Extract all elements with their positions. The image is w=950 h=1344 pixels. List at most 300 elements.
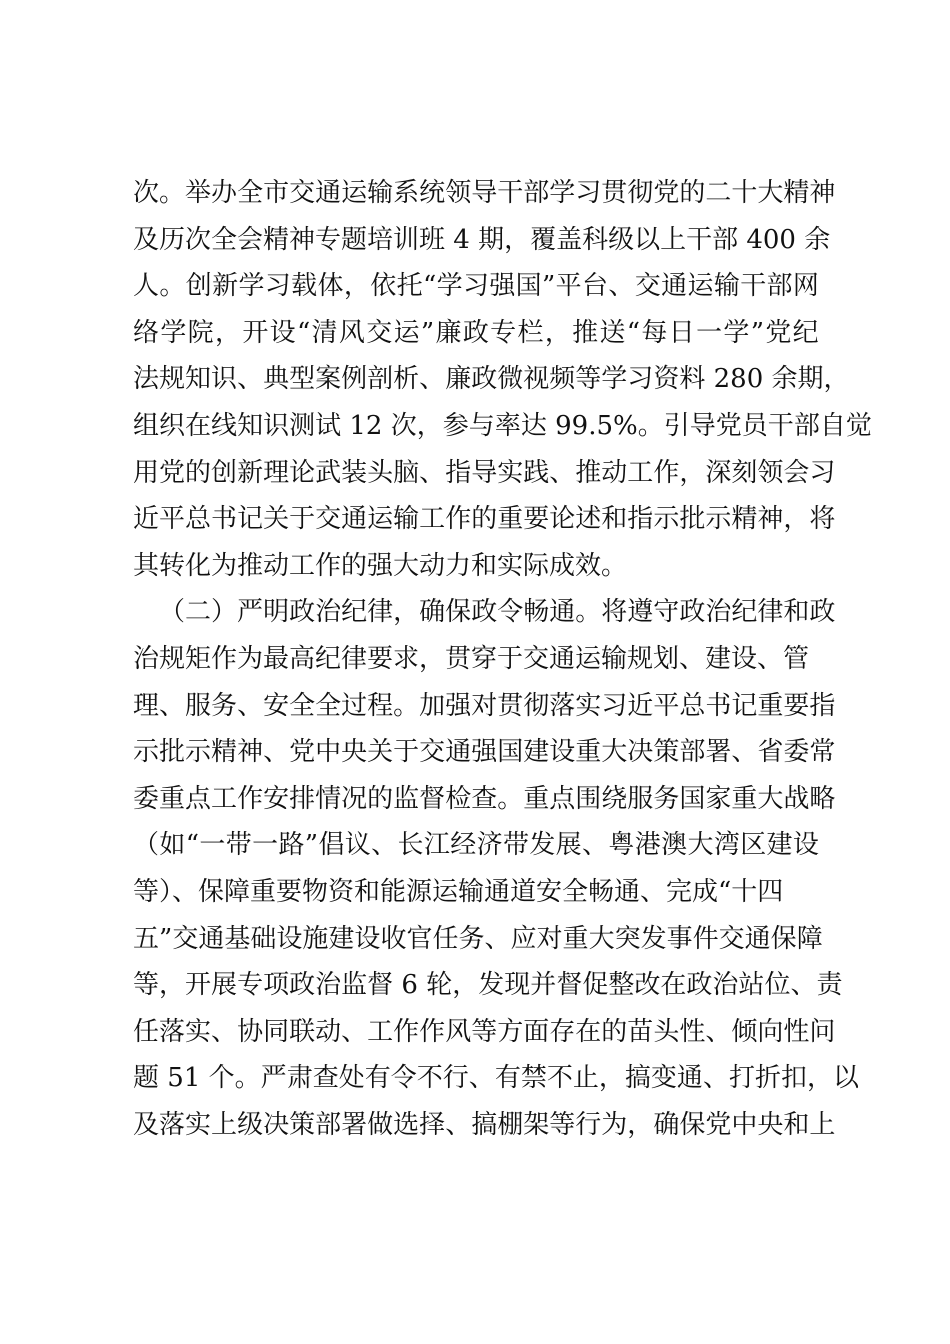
text-glyph: 设 — [276, 923, 303, 954]
text-glyph: 的 — [601, 1016, 628, 1047]
text-glyph: 推 — [575, 457, 602, 488]
text-glyph: 基 — [224, 923, 251, 954]
text-glyph: 实 — [497, 457, 524, 488]
text-glyph: 99.5% — [546, 410, 638, 441]
text-glyph: 等 — [471, 1016, 498, 1047]
text-glyph: 。 — [637, 410, 664, 441]
text-glyph: 央 — [757, 1109, 784, 1140]
text-glyph: 项 — [263, 970, 290, 1001]
text-glyph: 突 — [614, 923, 641, 954]
text-glyph: 做 — [367, 1109, 394, 1140]
text-glyph: 督 — [367, 970, 394, 1001]
text-glyph: ” — [542, 271, 556, 302]
text-glyph: 应 — [510, 923, 537, 954]
text-glyph: 服 — [185, 690, 212, 721]
text-glyph: 、 — [263, 737, 290, 768]
text-glyph: 令 — [390, 1063, 417, 1094]
text-glyph: 知 — [185, 364, 212, 395]
text-glyph: 纪 — [731, 597, 758, 628]
text-glyph: 现 — [504, 970, 531, 1001]
text-glyph: 动 — [315, 1016, 342, 1047]
text-glyph: 、 — [608, 271, 635, 302]
text-glyph: 交 — [172, 923, 199, 954]
text-glyph: 学 — [723, 317, 750, 348]
text-glyph: 神 — [757, 504, 784, 535]
text-glyph: 点 — [549, 783, 576, 814]
text-glyph: 市 — [263, 178, 290, 208]
text-glyph: 实 — [185, 1109, 212, 1140]
text-glyph: 律 — [367, 597, 394, 628]
text-glyph: 济 — [476, 830, 503, 861]
text-glyph: 工 — [419, 504, 446, 535]
text-glyph: 近 — [133, 504, 160, 535]
text-glyph: 长 — [397, 830, 424, 861]
text-glyph: ” — [420, 317, 435, 348]
text-glyph: 明 — [263, 597, 290, 628]
text-glyph: 交 — [289, 178, 316, 208]
text-glyph: 院 — [187, 317, 214, 348]
text-glyph: 平 — [653, 690, 680, 721]
text-glyph: 引 — [663, 410, 690, 441]
text-glyph: 12 — [341, 410, 391, 441]
text-glyph: 级 — [237, 1109, 264, 1140]
text-glyph: 运 — [393, 317, 420, 348]
text-glyph: 协 — [237, 1016, 264, 1047]
text-glyph: 加 — [419, 690, 446, 721]
text-glyph: 平 — [159, 504, 186, 535]
text-glyph: 作 — [237, 783, 264, 814]
text-glyph: 守 — [653, 597, 680, 628]
text-glyph: 、 — [468, 1063, 495, 1094]
text-glyph: 策 — [653, 737, 680, 768]
text-glyph: 变 — [650, 1063, 677, 1094]
text-glyph: 在 — [660, 970, 687, 1001]
text-glyph: 绕 — [601, 783, 628, 814]
text-glyph: 习 — [601, 690, 628, 721]
text-glyph: 国 — [497, 737, 524, 768]
text-glyph: ， — [544, 317, 571, 348]
text-glyph: 、 — [211, 1016, 238, 1047]
text-glyph: 促 — [582, 970, 609, 1001]
text-glyph: 础 — [250, 923, 277, 954]
text-glyph: 面 — [523, 1016, 550, 1047]
text-glyph: ， — [416, 410, 443, 441]
text-glyph: 中 — [315, 737, 342, 768]
text-glyph: 治 — [315, 970, 342, 1001]
text-glyph: 、 — [549, 457, 576, 488]
text-line — [133, 962, 843, 1009]
text-line: 治规矩作为最高纪律要求，贯穿于交通运输规划、建设、管 — [133, 643, 810, 674]
text-glyph: 的 — [679, 178, 706, 208]
text-glyph: 创 — [185, 271, 212, 302]
text-glyph: 习 — [627, 364, 654, 395]
text-glyph: 确 — [653, 1109, 680, 1140]
text-glyph: 、 — [419, 364, 446, 395]
text-glyph: 、 — [790, 970, 817, 1001]
text-glyph: ， — [598, 1063, 625, 1094]
text-glyph: （ — [133, 830, 160, 861]
text-glyph: 站 — [738, 970, 765, 1001]
text-glyph: 示 — [133, 737, 160, 768]
text-glyph: 性 — [679, 1016, 706, 1047]
text-glyph: 指 — [445, 457, 472, 488]
text-glyph: 题 — [133, 1063, 160, 1094]
text-glyph: 关 — [263, 504, 290, 535]
text-glyph: 的 — [471, 504, 498, 535]
text-glyph: 件 — [692, 923, 719, 954]
text-glyph: 示 — [705, 504, 732, 535]
text-glyph: 中 — [731, 1109, 758, 1140]
text-glyph: 刻 — [731, 457, 758, 488]
text-glyph: 规 — [159, 364, 186, 395]
text-glyph: 的 — [367, 783, 394, 814]
text-glyph: 深 — [705, 457, 732, 488]
text-glyph: 次 — [133, 178, 160, 208]
text-glyph: 省 — [757, 737, 784, 768]
text-glyph: 工 — [367, 1016, 394, 1047]
text-glyph: 为 — [601, 1109, 628, 1140]
text-glyph: 通 — [198, 923, 225, 954]
text-glyph: （ — [159, 597, 186, 628]
text-glyph: 践 — [523, 457, 550, 488]
text-glyph: 湾 — [713, 830, 740, 861]
text-glyph: 交 — [718, 923, 745, 954]
text-glyph: 和 — [783, 1109, 810, 1140]
text-glyph: 通 — [549, 597, 576, 628]
text-glyph: 党 — [159, 457, 186, 488]
text-glyph: 交 — [315, 504, 342, 535]
text-glyph: 作 — [419, 1016, 446, 1047]
text-glyph: 台 — [582, 271, 609, 302]
text-glyph: 一 — [252, 830, 279, 861]
text-glyph: 书 — [705, 690, 732, 721]
text-glyph: 政 — [289, 970, 316, 1001]
text-glyph: “ — [626, 317, 641, 348]
text-glyph: 。 — [393, 690, 420, 721]
text-glyph: 倾 — [731, 1016, 758, 1047]
text-glyph: 学 — [601, 364, 628, 395]
text-glyph: 专 — [237, 970, 264, 1001]
text-line — [133, 683, 836, 730]
text-glyph: 创 — [211, 457, 238, 488]
text-glyph: 港 — [634, 830, 661, 861]
text-glyph: 用 — [133, 457, 160, 488]
text-glyph: 设 — [354, 923, 381, 954]
text-glyph: 任 — [133, 1016, 160, 1047]
text-glyph: 导 — [471, 178, 498, 208]
text-glyph: 政 — [471, 364, 498, 395]
text-glyph: 络 — [133, 317, 160, 348]
text-glyph: 将 — [601, 597, 628, 628]
text-glyph: 及 — [133, 1109, 160, 1140]
text-glyph: 以 — [833, 1063, 860, 1094]
text-glyph: 彻 — [627, 178, 654, 208]
text-glyph: 监 — [393, 783, 420, 814]
text-glyph: 精 — [211, 737, 238, 768]
text-glyph: 干 — [740, 271, 767, 302]
text-glyph: 处 — [338, 1063, 365, 1094]
text-glyph: 搞 — [471, 1109, 498, 1140]
text-glyph: 对 — [471, 690, 498, 721]
text-glyph: 署 — [705, 737, 732, 768]
text-glyph: 重 — [562, 923, 589, 954]
text-glyph: 体 — [317, 271, 344, 302]
text-glyph: 全 — [237, 178, 264, 208]
text-glyph: ” — [750, 317, 765, 348]
text-glyph: 示 — [653, 504, 680, 535]
text-glyph: 党 — [765, 317, 792, 348]
text-glyph: 法 — [133, 364, 160, 395]
text-glyph: 江 — [423, 830, 450, 861]
text-glyph: 部 — [523, 178, 550, 208]
text-glyph: 风 — [338, 317, 365, 348]
text-glyph: 、 — [445, 1109, 472, 1140]
text-glyph: 。 — [159, 271, 186, 302]
text-glyph: 一 — [199, 830, 226, 861]
text-glyph: 发 — [640, 923, 667, 954]
text-line — [133, 1009, 836, 1056]
text-glyph: 带 — [225, 830, 252, 861]
text-glyph: 关 — [367, 737, 394, 768]
text-glyph: 神 — [809, 178, 836, 208]
text-glyph: 对 — [536, 923, 563, 954]
text-glyph: 监 — [341, 970, 368, 1001]
text-glyph: 彻 — [523, 690, 550, 721]
text-glyph: 将 — [809, 504, 836, 535]
text-glyph: “ — [422, 271, 437, 302]
text-glyph: 识 — [263, 410, 290, 441]
text-glyph: 政 — [686, 970, 713, 1001]
text-glyph: 保 — [679, 1109, 706, 1140]
text-glyph: 通 — [341, 504, 368, 535]
text-glyph: 服 — [627, 783, 654, 814]
text-glyph: 设 — [549, 737, 576, 768]
text-glyph: 新 — [237, 457, 264, 488]
text-line — [133, 496, 836, 543]
text-glyph: 倡 — [318, 830, 345, 861]
text-glyph: 肃 — [286, 1063, 313, 1094]
text-glyph: 贯 — [497, 690, 524, 721]
text-glyph: 程 — [367, 690, 394, 721]
text-glyph: 装 — [341, 457, 368, 488]
text-glyph: ， — [452, 970, 479, 1001]
text-glyph: 止 — [572, 1063, 599, 1094]
text-glyph: 不 — [416, 1063, 443, 1094]
text-glyph: 行 — [575, 1109, 602, 1140]
text-glyph: 设 — [792, 830, 819, 861]
text-glyph: 等 — [549, 1109, 576, 1140]
text-glyph: ， — [807, 1063, 834, 1094]
text-glyph: 二 — [185, 597, 212, 628]
text-glyph: 强 — [489, 271, 516, 302]
text-glyph: 网 — [792, 271, 819, 302]
text-glyph: ， — [393, 597, 420, 628]
text-glyph: 律 — [757, 597, 784, 628]
text-glyph: 改 — [634, 970, 661, 1001]
text-glyph: 批 — [159, 737, 186, 768]
text-glyph: 严 — [260, 1063, 287, 1094]
text-glyph: 。 — [575, 597, 602, 628]
text-glyph: 查 — [471, 783, 498, 814]
text-glyph: 习 — [462, 271, 489, 302]
text-glyph: 习 — [809, 457, 836, 488]
text-glyph: 总 — [185, 504, 212, 535]
text-line — [133, 776, 836, 823]
text-glyph: 畅 — [523, 597, 550, 628]
text-glyph: 载 — [291, 271, 318, 302]
text-glyph: 交 — [634, 271, 661, 302]
text-glyph: “ — [296, 317, 311, 348]
text-glyph: 令 — [497, 597, 524, 628]
text-glyph: 料 — [679, 364, 706, 395]
text-glyph: 平 — [555, 271, 582, 302]
text-glyph: 架 — [523, 1109, 550, 1140]
text-glyph: ， — [343, 271, 370, 302]
text-glyph: 领 — [445, 178, 472, 208]
text-line — [133, 170, 836, 217]
text-glyph: 通 — [661, 271, 688, 302]
text-glyph: 习 — [264, 271, 291, 302]
text-glyph: 一 — [696, 317, 723, 348]
text-glyph: 试 — [315, 410, 342, 441]
text-glyph: 专 — [490, 317, 517, 348]
text-glyph: 导 — [471, 457, 498, 488]
text-glyph: 近 — [627, 690, 654, 721]
text-glyph: 大 — [601, 737, 628, 768]
text-glyph: 等 — [133, 970, 160, 1001]
text-glyph: 落 — [549, 690, 576, 721]
text-glyph: 头 — [653, 1016, 680, 1047]
text-glyph: 央 — [341, 737, 368, 768]
text-line — [133, 450, 836, 497]
text-glyph: 五 — [133, 923, 160, 954]
text-glyph: 、 — [582, 830, 609, 861]
text-glyph: 战 — [783, 783, 810, 814]
text-glyph: 神 — [237, 737, 264, 768]
text-glyph: 行 — [442, 1063, 469, 1094]
text-glyph: 批 — [679, 504, 706, 535]
text-glyph: 治 — [712, 970, 739, 1001]
text-glyph: 大 — [687, 830, 714, 861]
text-glyph: 十 — [731, 178, 758, 208]
text-glyph: 干 — [497, 178, 524, 208]
text-glyph: 会 — [783, 457, 810, 488]
text-glyph: 上 — [809, 1109, 836, 1140]
text-glyph: 路 — [278, 830, 305, 861]
text-glyph: 纪 — [341, 597, 368, 628]
text-glyph: 和 — [601, 504, 628, 535]
text-glyph: 部 — [315, 1109, 342, 1140]
text-glyph: 党 — [705, 1109, 732, 1140]
text-glyph: 重 — [731, 783, 758, 814]
text-glyph: 全 — [315, 690, 342, 721]
text-glyph: 、 — [702, 1063, 729, 1094]
text-glyph: 作 — [445, 504, 472, 535]
text-glyph: 落 — [159, 1109, 186, 1140]
text-glyph: 官 — [406, 923, 433, 954]
text-glyph: 带 — [502, 830, 529, 861]
text-glyph: 政 — [679, 597, 706, 628]
text-glyph: 不 — [546, 1063, 573, 1094]
text-glyph: 。 — [234, 1063, 261, 1094]
text-glyph: 输 — [713, 271, 740, 302]
text-glyph: 部 — [793, 410, 820, 441]
text-glyph: 自 — [819, 410, 846, 441]
text-glyph: 武 — [315, 457, 342, 488]
text-glyph: ， — [679, 457, 706, 488]
text-glyph: 强 — [445, 690, 472, 721]
text-glyph: 脑 — [393, 457, 420, 488]
text-glyph: 强 — [471, 737, 498, 768]
text-glyph: 、 — [371, 830, 398, 861]
text-glyph: 、 — [705, 1016, 732, 1047]
text-glyph: 上 — [211, 1109, 238, 1140]
text-glyph: 在 — [185, 410, 212, 441]
text-glyph: 测 — [289, 410, 316, 441]
text-glyph: “ — [185, 830, 200, 861]
text-glyph: 国 — [679, 783, 706, 814]
text-glyph: 务 — [458, 923, 485, 954]
text-glyph: 、 — [419, 457, 446, 488]
text-glyph: 位 — [764, 970, 791, 1001]
text-glyph: 二 — [705, 178, 732, 208]
text-glyph: 决 — [263, 1109, 290, 1140]
text-glyph: 型 — [289, 364, 316, 395]
text-glyph: 、 — [159, 690, 186, 721]
text-glyph: 障 — [796, 923, 823, 954]
text-glyph: 与 — [468, 410, 495, 441]
text-glyph: 在 — [575, 1016, 602, 1047]
text-glyph: 工 — [627, 457, 654, 488]
text-glyph: 家 — [705, 783, 732, 814]
text-glyph: 施 — [302, 923, 329, 954]
text-glyph: 人 — [133, 271, 160, 302]
text-glyph: 日 — [668, 317, 695, 348]
text-glyph: 建 — [766, 830, 793, 861]
text-glyph: 论 — [289, 457, 316, 488]
text-glyph: 党 — [653, 178, 680, 208]
text-line — [133, 356, 850, 403]
text-glyph: 廉 — [445, 364, 472, 395]
text-glyph: 开 — [242, 317, 269, 348]
text-glyph: 性 — [783, 1016, 810, 1047]
text-glyph: 经 — [450, 830, 477, 861]
text-glyph: 视 — [523, 364, 550, 395]
text-glyph: 向 — [757, 1016, 784, 1047]
text-line — [133, 1102, 836, 1149]
text-glyph: 围 — [575, 783, 602, 814]
text-glyph: 余 — [771, 364, 798, 395]
text-glyph: 政 — [289, 597, 316, 628]
text-glyph: 理 — [133, 690, 160, 721]
text-glyph: 依 — [370, 271, 397, 302]
text-glyph: 通 — [445, 737, 472, 768]
text-glyph: 严 — [237, 597, 264, 628]
text-glyph: 头 — [367, 457, 394, 488]
text-glyph: 线 — [211, 410, 238, 441]
text-glyph: 排 — [289, 783, 316, 814]
text-glyph: 粤 — [608, 830, 635, 861]
text-glyph: 干 — [767, 410, 794, 441]
text-glyph: 大 — [757, 178, 784, 208]
text-glyph: 棚 — [497, 1109, 524, 1140]
text-glyph: 组 — [133, 410, 160, 441]
text-line — [133, 822, 819, 869]
text-glyph: 达 — [520, 410, 547, 441]
text-glyph: 运 — [367, 504, 394, 535]
text-glyph: 风 — [445, 1016, 472, 1047]
text-glyph: 实 — [185, 1016, 212, 1047]
